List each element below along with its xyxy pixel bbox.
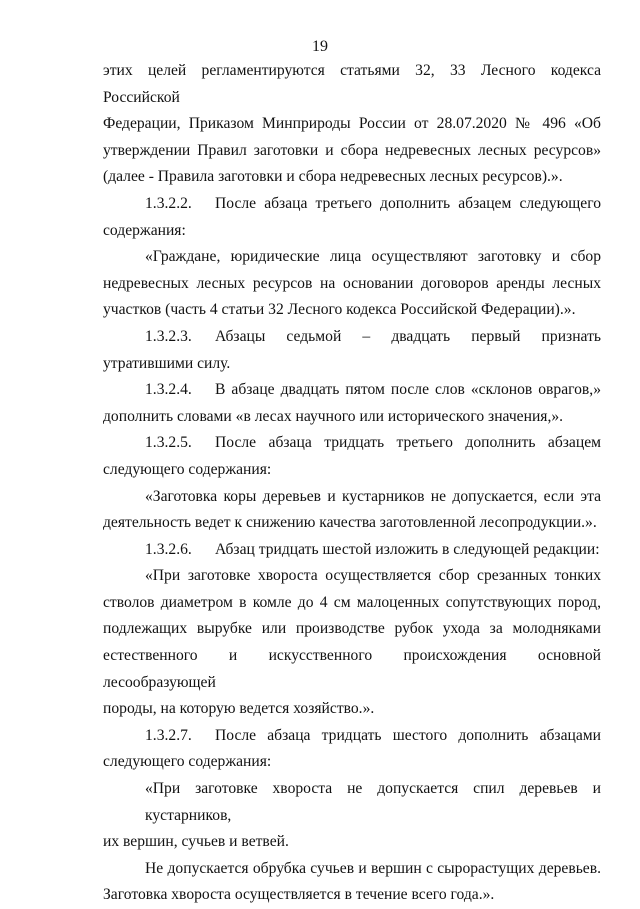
text-line: [103, 537, 601, 564]
clause-text: После абзаца тридцать третьего дополнить абзацем: [215, 434, 601, 452]
quoted-paragraph: [103, 563, 601, 723]
quoted-paragraph: [103, 856, 601, 909]
quoted-paragraph: [103, 244, 601, 324]
clause-1-3-2-3: [103, 324, 601, 377]
text-line: [103, 377, 601, 404]
text-line: [103, 430, 601, 457]
clause-number: 1.3.2.6.: [145, 540, 192, 558]
clause-number: 1.3.2.7.: [145, 726, 192, 744]
text-line: следующего содержания:: [103, 753, 272, 771]
text-line: Заготовка хвороста осуществляется в течение всего года.».: [103, 886, 495, 904]
text-line: естественного и искусственного происхождения основной лесообразующей: [103, 647, 601, 691]
clause-text: После абзаца тридцать шестого дополнить абзацами: [215, 726, 601, 744]
text-line: [103, 723, 601, 750]
text-line: «При заготовке хвороста осуществляется сбор срезанных тонких: [145, 567, 601, 585]
text-line: утратившими силу.: [103, 354, 231, 372]
text-line: «Граждане, юридические лица осуществляют заготовку и сбор: [145, 248, 601, 266]
clause-text: После абзаца третьего дополнить абзацем следующего: [215, 194, 601, 212]
document-body: [103, 58, 601, 909]
text-line: «Заготовка коры деревьев и кустарников не допускается, если эта: [145, 487, 601, 505]
text-line: (далее - Правила заготовки и сбора недревесных лесных ресурсов).».: [103, 168, 563, 186]
text-line: [103, 191, 601, 218]
text-line: Не допускается обрубка сучьев и вершин с сырорастущих деревьев.: [145, 859, 601, 877]
text-line: утверждении Правил заготовки и сбора недревесных лесных ресурсов»: [103, 141, 601, 159]
clause-1-3-2-7: [103, 723, 601, 776]
text-line: деятельность ведет к снижению качества заготовленной лесопродукции.».: [103, 514, 597, 532]
text-line: «При заготовке хвороста не допускается спил деревьев и кустарников,: [145, 780, 601, 824]
page-number: 19: [312, 38, 328, 55]
text-line: участков (часть 4 статьи 32 Лесного кодекса Российской Федерации).».: [103, 301, 576, 319]
text-line: [103, 324, 601, 351]
text-line: этих целей регламентируются статьями 32, 33 Лесного кодекса Российской: [103, 62, 601, 106]
clause-text: В абзаце двадцать пятом после слов «склонов оврагов,»: [215, 381, 601, 399]
text-line: дополнить словами «в лесах научного или исторического значения,».: [103, 407, 564, 425]
text-line: стволов диаметром в комле до 4 см малоценных сопутствующих пород,: [103, 593, 601, 611]
text-line: содержания:: [103, 221, 186, 239]
text-line: породы, на которую ведется хозяйство.».: [103, 700, 375, 718]
clause-1-3-2-5: [103, 430, 601, 483]
clause-text: Абзацы седьмой – двадцать первый признать: [215, 327, 601, 345]
quoted-paragraph: [103, 776, 601, 856]
text-line: Федерации, Приказом Минприроды России от 28.07.2020 № 496 «Об: [103, 115, 601, 133]
clause-text: Абзац тридцать шестой изложить в следующей редакции:: [215, 540, 600, 558]
clause-1-3-2-6: [103, 537, 601, 564]
clause-1-3-2-4: [103, 377, 601, 430]
text-line: следующего содержания:: [103, 460, 272, 478]
clause-number: 1.3.2.4.: [145, 381, 192, 399]
clause-number: 1.3.2.3.: [145, 327, 192, 345]
clause-number: 1.3.2.2.: [145, 194, 192, 212]
clause-number: 1.3.2.5.: [145, 434, 192, 452]
text-line: недревесных лесных ресурсов на основании договоров аренды лесных: [103, 274, 601, 292]
clause-1-3-2-2: [103, 191, 601, 244]
paragraph-continuation: [103, 58, 601, 191]
text-line: подлежащих вырубке или производстве рубок ухода за молодняками: [103, 620, 601, 638]
quoted-paragraph: [103, 484, 601, 537]
text-line: их вершин, сучьев и ветвей.: [103, 833, 289, 851]
